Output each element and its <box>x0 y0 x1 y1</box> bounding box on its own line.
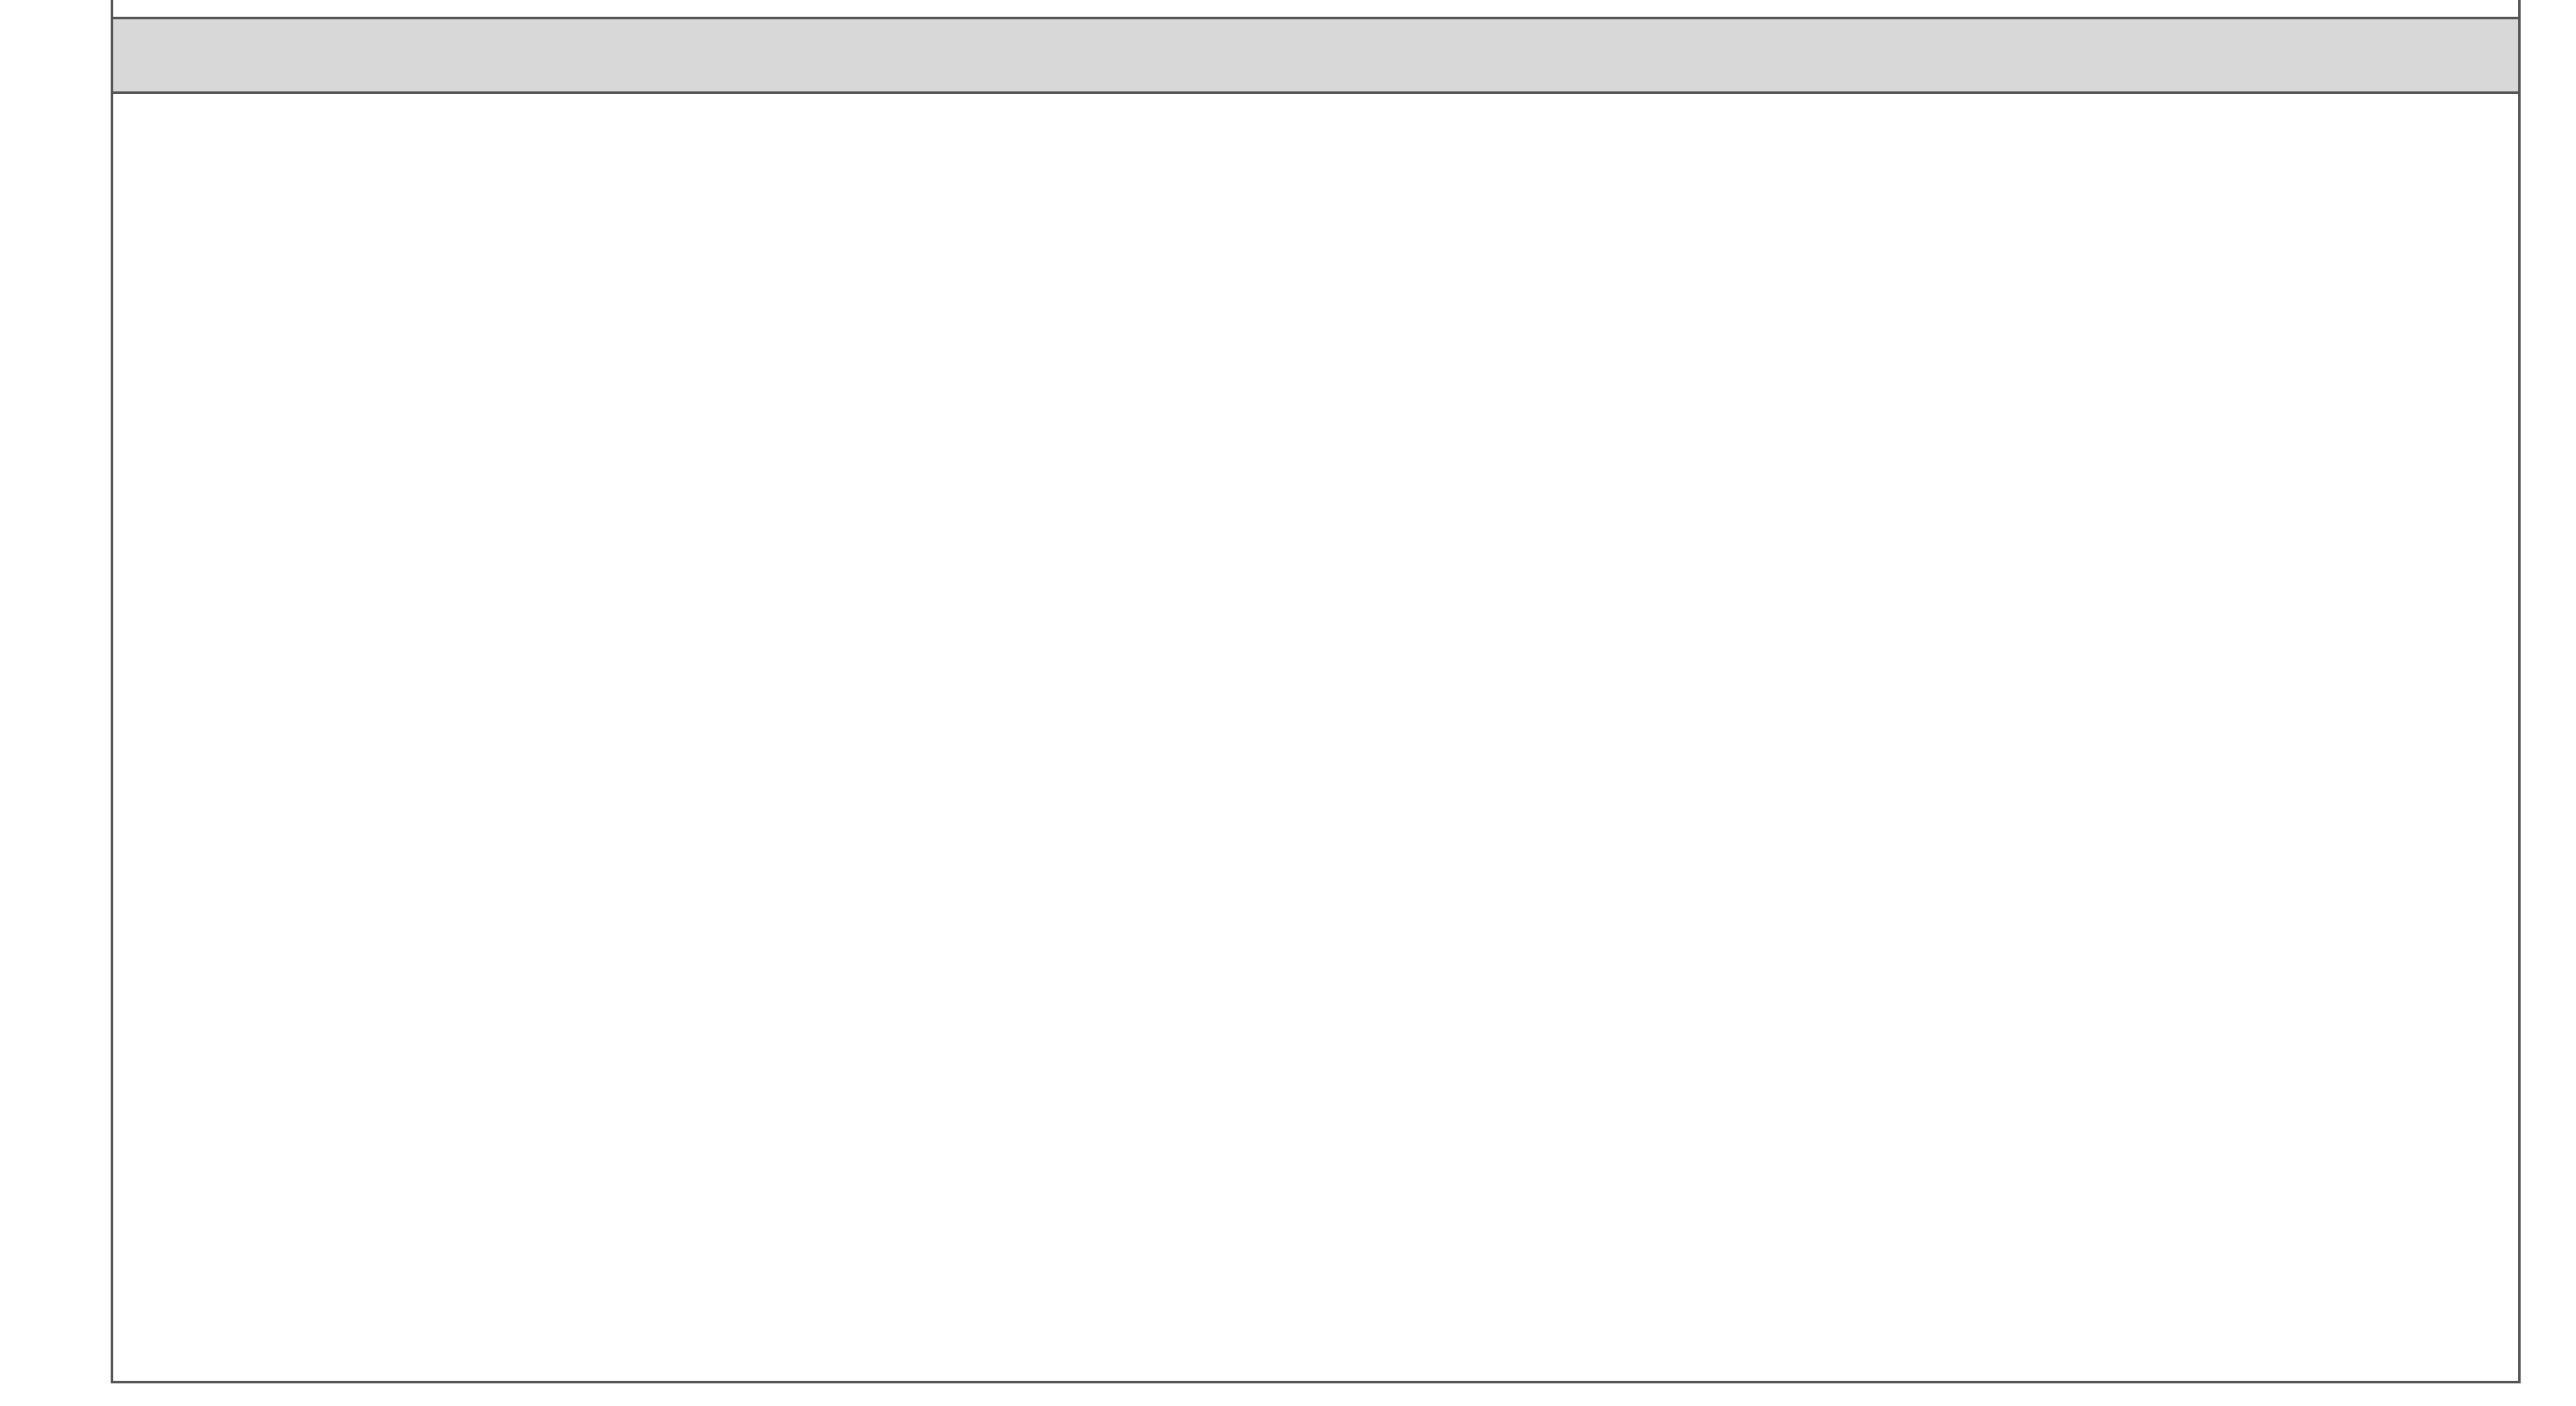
calendar-grid <box>113 94 2518 1381</box>
weekday-header <box>113 19 2518 94</box>
title-strip-cropped <box>113 0 2518 19</box>
calendar <box>111 0 2521 1383</box>
